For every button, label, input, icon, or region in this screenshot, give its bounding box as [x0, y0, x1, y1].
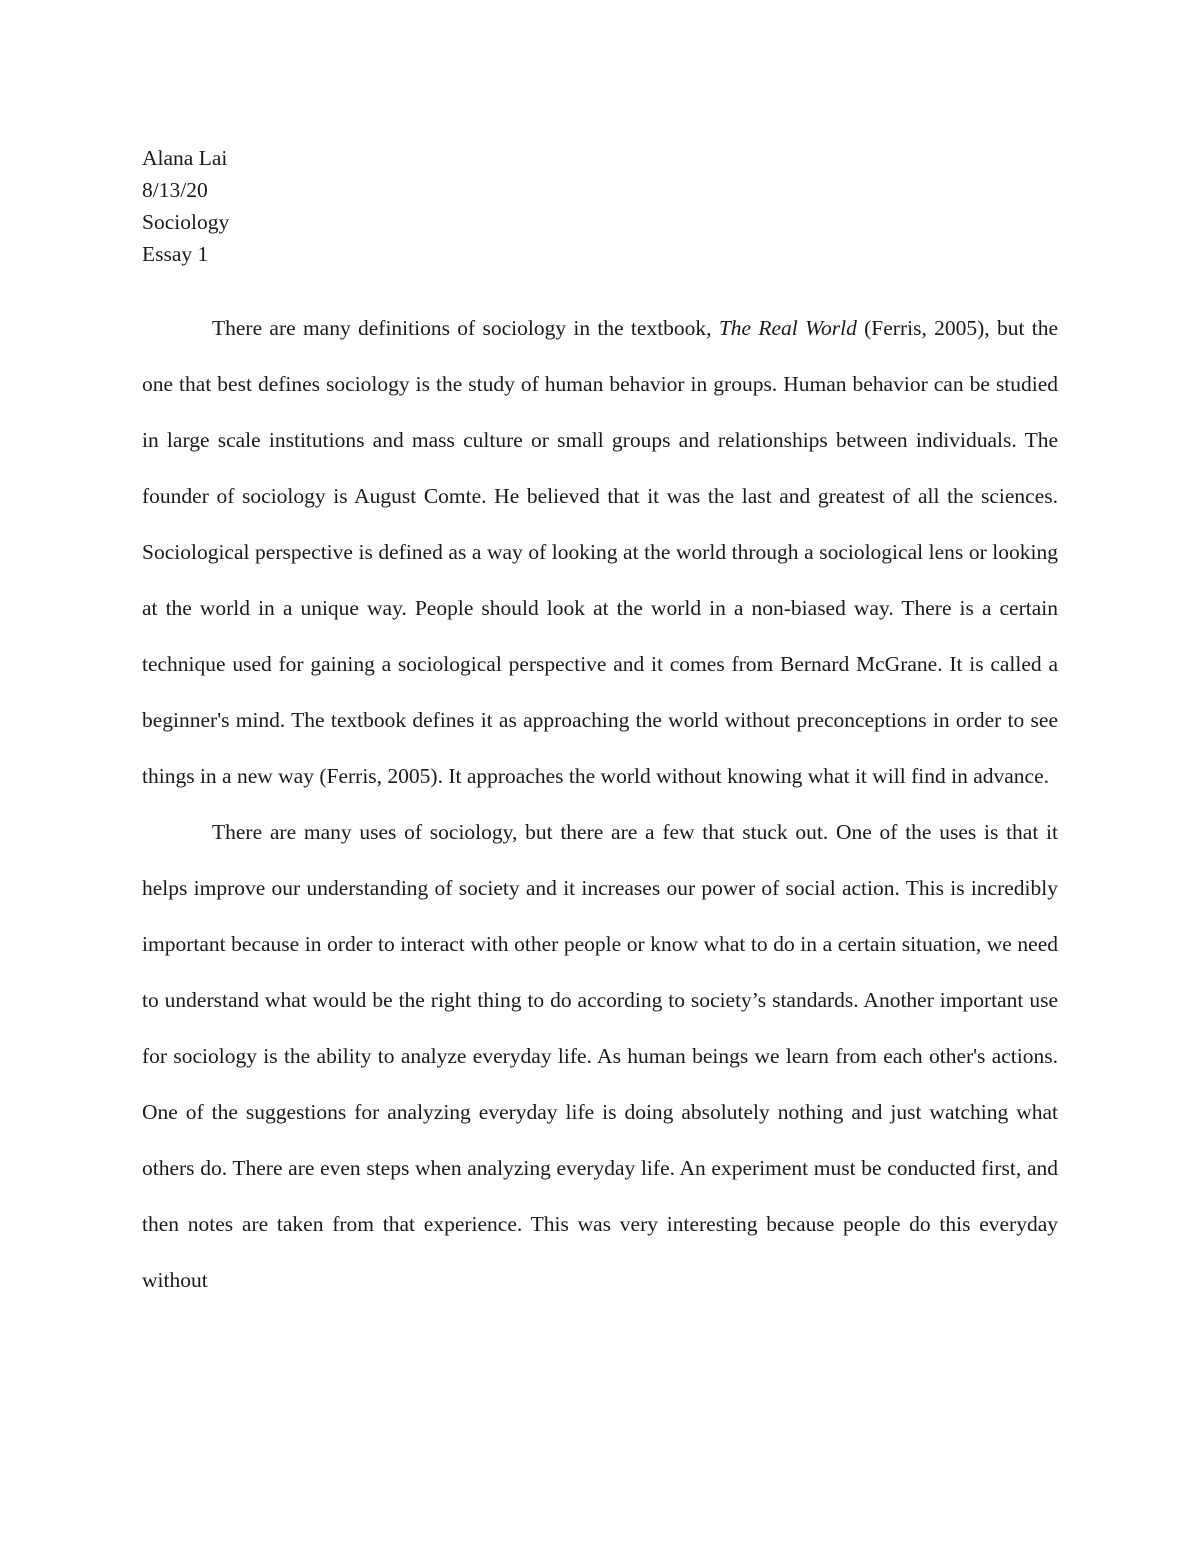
essay-date: 8/13/20 [142, 178, 208, 202]
assignment-title: Essay 1 [142, 242, 209, 266]
paragraph-1-intro: There are many definitions of sociology in the textbook, [212, 316, 719, 340]
textbook-title: The Real World [718, 316, 857, 340]
document-content [142, 142, 1058, 1308]
essay-heading [142, 142, 1058, 270]
paragraph-1 [142, 300, 1058, 804]
paragraph-1-body: (Ferris, 2005), but the one that best defines sociology is the study of human behavior in groups. Human behavior can be studied in large scale institutions and mass culture or small groups and relationships between individuals. The founder of sociology is August Comte. He believed that it was the last and greatest of all the sciences. Sociological perspective is defined as a way of looking at the world through a sociological lens or looking at the world in a unique way. People should look at the world in a non-biased way. There is a certain technique used for gaining a sociological perspective and it comes from Bernard McGrane. It is called a beginner's mind. The textbook defines it as approaching the world without preconceptions in order to see things in a new way (Ferris, 2005). It approaches the world without knowing what it will find in advance. [142, 316, 1058, 788]
author-name: Alana Lai [142, 146, 228, 170]
course-name: Sociology [142, 210, 230, 234]
paragraph-2: There are many uses of sociology, but there are a few that stuck out. One of the uses is that it helps improve our understanding of society and it increases our power of social action. This is incredibly important because in order to interact with other people or know what to do in a certain situation, we need to understand what would be the right thing to do according to society’s standards. Another important use for sociology is the ability to analyze everyday life. As human beings we learn from each other's actions. One of the suggestions for analyzing everyday life is doing absolutely nothing and just watching what others do. There are even steps when analyzing everyday life. An experiment must be conducted first, and then notes are taken from that experience. This was very interesting because people do this everyday without [142, 820, 1058, 1292]
